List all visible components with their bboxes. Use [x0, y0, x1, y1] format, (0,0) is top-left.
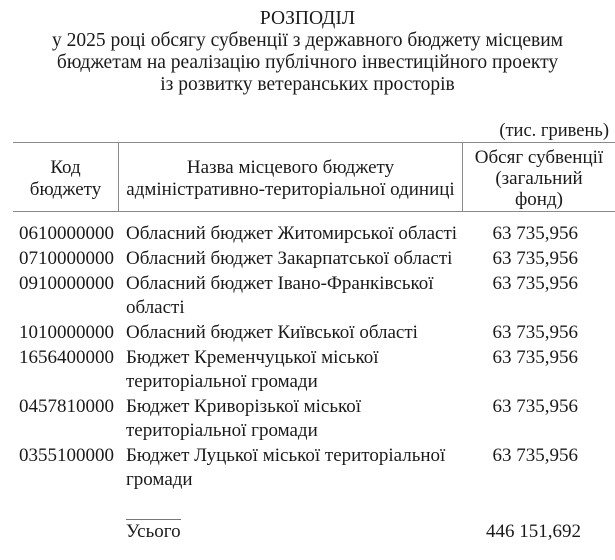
header-amount-line: Обсяг субвенції [474, 146, 604, 168]
subvention-amount: 63 735,956 [492, 273, 578, 294]
table-row [0, 247, 615, 271]
subvention-amount: 63 735,956 [492, 396, 578, 417]
units-label: (тис. гривень) [499, 121, 609, 141]
budget-name: Обласний бюджет Київської області [126, 322, 418, 343]
table-row [0, 395, 615, 443]
budget-code: 1656400000 [19, 347, 114, 368]
header-amount [463, 143, 615, 211]
total-code-empty [0, 512, 126, 544]
budget-name: Бюджет Криворізької міської територіальної громади [126, 396, 362, 441]
subvention-amount: 63 735,956 [492, 445, 578, 466]
header-code-line: Код [50, 157, 81, 178]
budget-name: Обласний бюджет Івано-Франківської області [126, 273, 434, 318]
document-title [0, 8, 615, 96]
header-code-line: бюджету [29, 179, 102, 200]
budget-code: 0710000000 [19, 248, 114, 269]
budget-name: Обласний бюджет Закарпатської області [126, 248, 453, 269]
title-heading: РОЗПОДІЛ [259, 8, 356, 29]
total-label: Усього [126, 521, 181, 542]
header-amount-line: (загальний [495, 167, 583, 189]
header-amount-line: фонд) [515, 188, 563, 210]
header-name-line: Назва місцевого бюджету [186, 157, 395, 178]
table-row [0, 272, 615, 320]
subvention-amount: 63 735,956 [492, 248, 578, 269]
total-divider [126, 519, 181, 520]
table-row [0, 321, 615, 345]
subvention-amount: 63 735,956 [492, 223, 578, 244]
budget-name: Бюджет Кременчуцької міської територіальної громади [126, 347, 379, 392]
table-row [0, 222, 615, 246]
budget-name: Бюджет Луцької міської територіальної громади [126, 445, 446, 490]
table-header [13, 142, 615, 212]
header-name [118, 143, 463, 211]
budget-code: 1010000000 [19, 322, 114, 343]
budget-code: 0910000000 [19, 273, 114, 294]
total-label-cell [126, 512, 466, 544]
table-row [0, 346, 615, 394]
budget-code: 0457810000 [19, 396, 114, 417]
title-line: із розвитку ветеранських просторів [160, 74, 455, 95]
title-line: бюджетам на реалізацію публічного інвестиційного проекту [56, 52, 559, 73]
title-line: у 2025 році обсягу субвенції з державного бюджету місцевим [51, 30, 564, 51]
budget-code: 0355100000 [19, 445, 114, 466]
header-name-line: адміністративно-територіальної одиниці [126, 179, 455, 200]
budget-code: 0610000000 [19, 223, 114, 244]
total-row [0, 512, 615, 544]
table-row [0, 444, 615, 492]
total-amount: 446 151,692 [486, 521, 581, 542]
subvention-amount: 63 735,956 [492, 347, 578, 368]
table-body [0, 222, 615, 493]
subvention-amount: 63 735,956 [492, 322, 578, 343]
budget-name: Обласний бюджет Житомирської області [126, 223, 458, 244]
header-code [13, 143, 118, 211]
